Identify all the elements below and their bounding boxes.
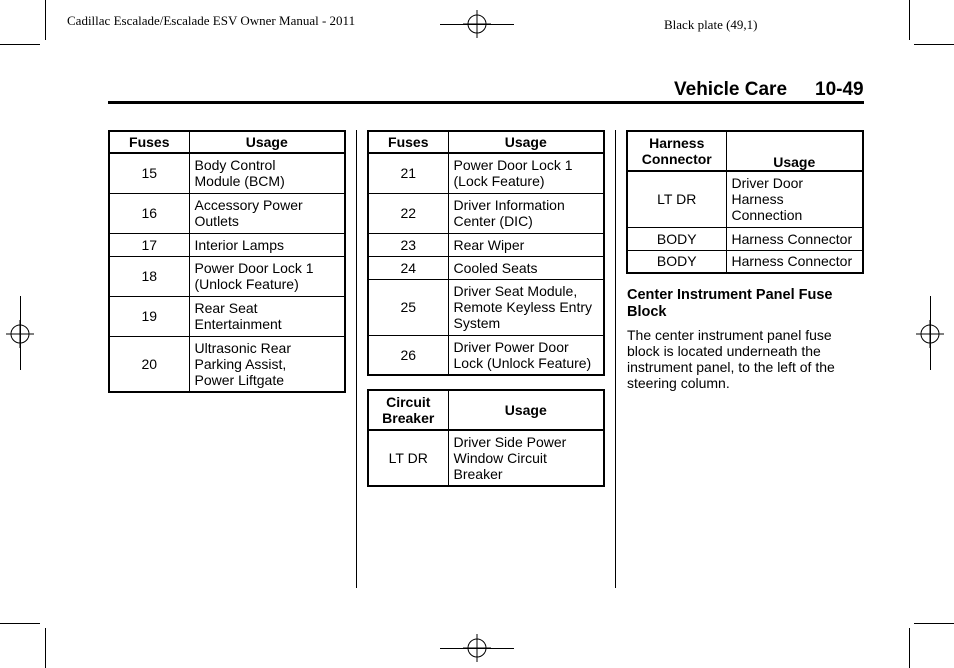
fuse-id: 19 [109,296,189,336]
column-header: Usage [726,131,863,171]
fuse-usage: Driver Power Door Lock (Unlock Feature) [448,335,604,375]
fuse-id: 26 [368,335,448,375]
connector-id: BODY [627,250,726,273]
fuse-id: 21 [368,153,448,193]
connector-id: LT DR [627,171,726,227]
fuse-id: 24 [368,256,448,279]
breaker-usage: Driver Side Power Window Circuit Breaker [448,430,604,486]
fuse-usage: Accessory Power Outlets [189,193,345,233]
crop-mark [909,0,910,40]
column-header: Fuses [368,131,448,153]
fuse-id: 15 [109,153,189,193]
harness-connector-table [626,130,864,274]
fuse-id: 22 [368,193,448,233]
crop-mark [45,0,46,40]
section-heading: Center Instrument Panel Fuse Block [627,287,833,320]
crop-mark [45,628,46,668]
section-title: Vehicle Care [674,79,788,100]
fuse-table-1 [108,130,346,393]
column-header: Usage [448,131,604,153]
fuse-usage: Cooled Seats [448,256,604,279]
fuse-usage: Driver Information Center (DIC) [448,193,604,233]
connector-usage: Harness Connector [726,250,863,273]
fuse-usage: Body Control Module (BCM) [189,153,345,193]
page-number: 10-49 [815,79,864,100]
breaker-id: LT DR [368,430,448,486]
column-divider [615,130,616,588]
fuse-usage: Ultrasonic Rear Parking Assist, Power Liftgate [189,336,345,392]
plate-label: Black plate (49,1) [664,17,758,32]
column-header: Usage [448,390,604,430]
column-header: Usage [189,131,345,153]
circuit-breaker-table [367,389,605,487]
crop-mark [909,628,910,668]
fuse-usage: Power Door Lock 1 (Lock Feature) [448,153,604,193]
crop-mark [0,623,40,624]
fuse-id: 25 [368,279,448,335]
fuse-usage: Power Door Lock 1 (Unlock Feature) [189,256,345,296]
connector-usage: Harness Connector [726,227,863,250]
fuse-id: 18 [109,256,189,296]
fuse-usage: Rear Wiper [448,233,604,256]
crop-mark [930,296,931,370]
crop-mark [0,44,40,45]
fuse-id: 20 [109,336,189,392]
fuse-table-2 [367,130,605,376]
manual-title: Cadillac Escalade/Escalade ESV Owner Manual - 2011 [67,13,356,28]
connector-id: BODY [627,227,726,250]
fuse-usage: Interior Lamps [189,233,345,256]
crop-mark [20,296,21,370]
crop-mark [914,44,954,45]
column-header: Fuses [109,131,189,153]
fuse-id: 23 [368,233,448,256]
column-header: Harness Connector [627,131,726,171]
fuse-id: 16 [109,193,189,233]
connector-usage: Driver Door Harness Connection [726,171,863,227]
header-rule [108,101,864,104]
fuse-id: 17 [109,233,189,256]
crop-mark [440,648,514,649]
column-divider [356,130,357,588]
crop-mark [440,24,514,25]
fuse-usage: Rear Seat Entertainment [189,296,345,336]
fuse-usage: Driver Seat Module, Remote Keyless Entry System [448,279,604,335]
section-body: The center instrument panel fuse block is located underneath the instrument panel, to the left of the steering column. [627,327,835,391]
column-header: Circuit Breaker [368,390,448,430]
crop-mark [914,623,954,624]
